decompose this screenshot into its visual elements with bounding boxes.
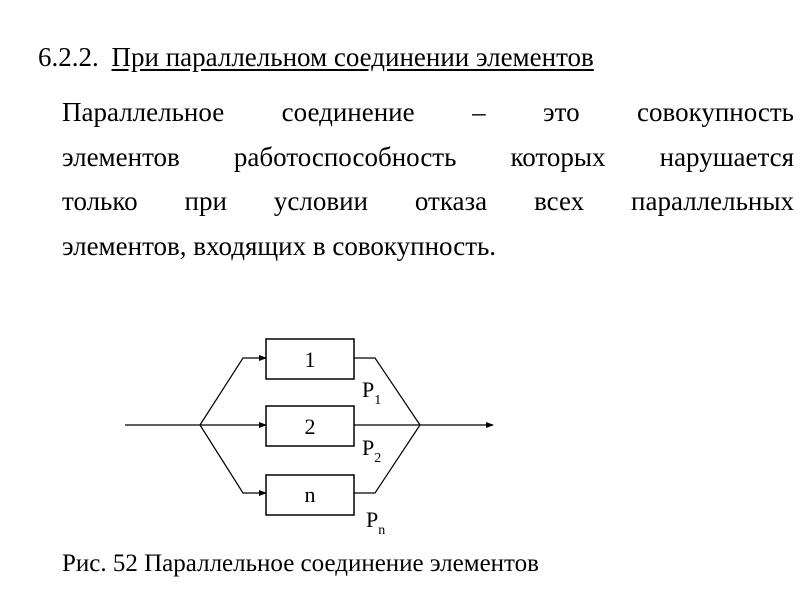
section-title: При параллельном соединении элементов: [111, 42, 594, 72]
element-label-2: 2: [304, 414, 316, 439]
figure-caption: Рис. 52 Параллельное соединение элементов: [62, 550, 539, 577]
paragraph-line: только при условии отказа всех параллельных: [62, 186, 794, 216]
probability-label-n: $P_n$: [366, 507, 386, 538]
paragraph-line: Параллельное соединение – это совокупность: [62, 97, 794, 127]
element-label-1: 1: [304, 347, 316, 372]
section-number: 6.2.2.: [38, 42, 99, 72]
paragraph-line: элементов работоспособность которых нарушается: [62, 141, 794, 172]
probability-label-2: $P_2$: [362, 435, 382, 466]
probability-label-1: $P_1$: [362, 377, 382, 408]
paragraph-line: элементов, входящих в совокупность.: [62, 230, 497, 261]
branch-left-bottom: [200, 425, 266, 493]
element-label-n: n: [304, 482, 316, 507]
branch-left-top: [200, 358, 266, 425]
